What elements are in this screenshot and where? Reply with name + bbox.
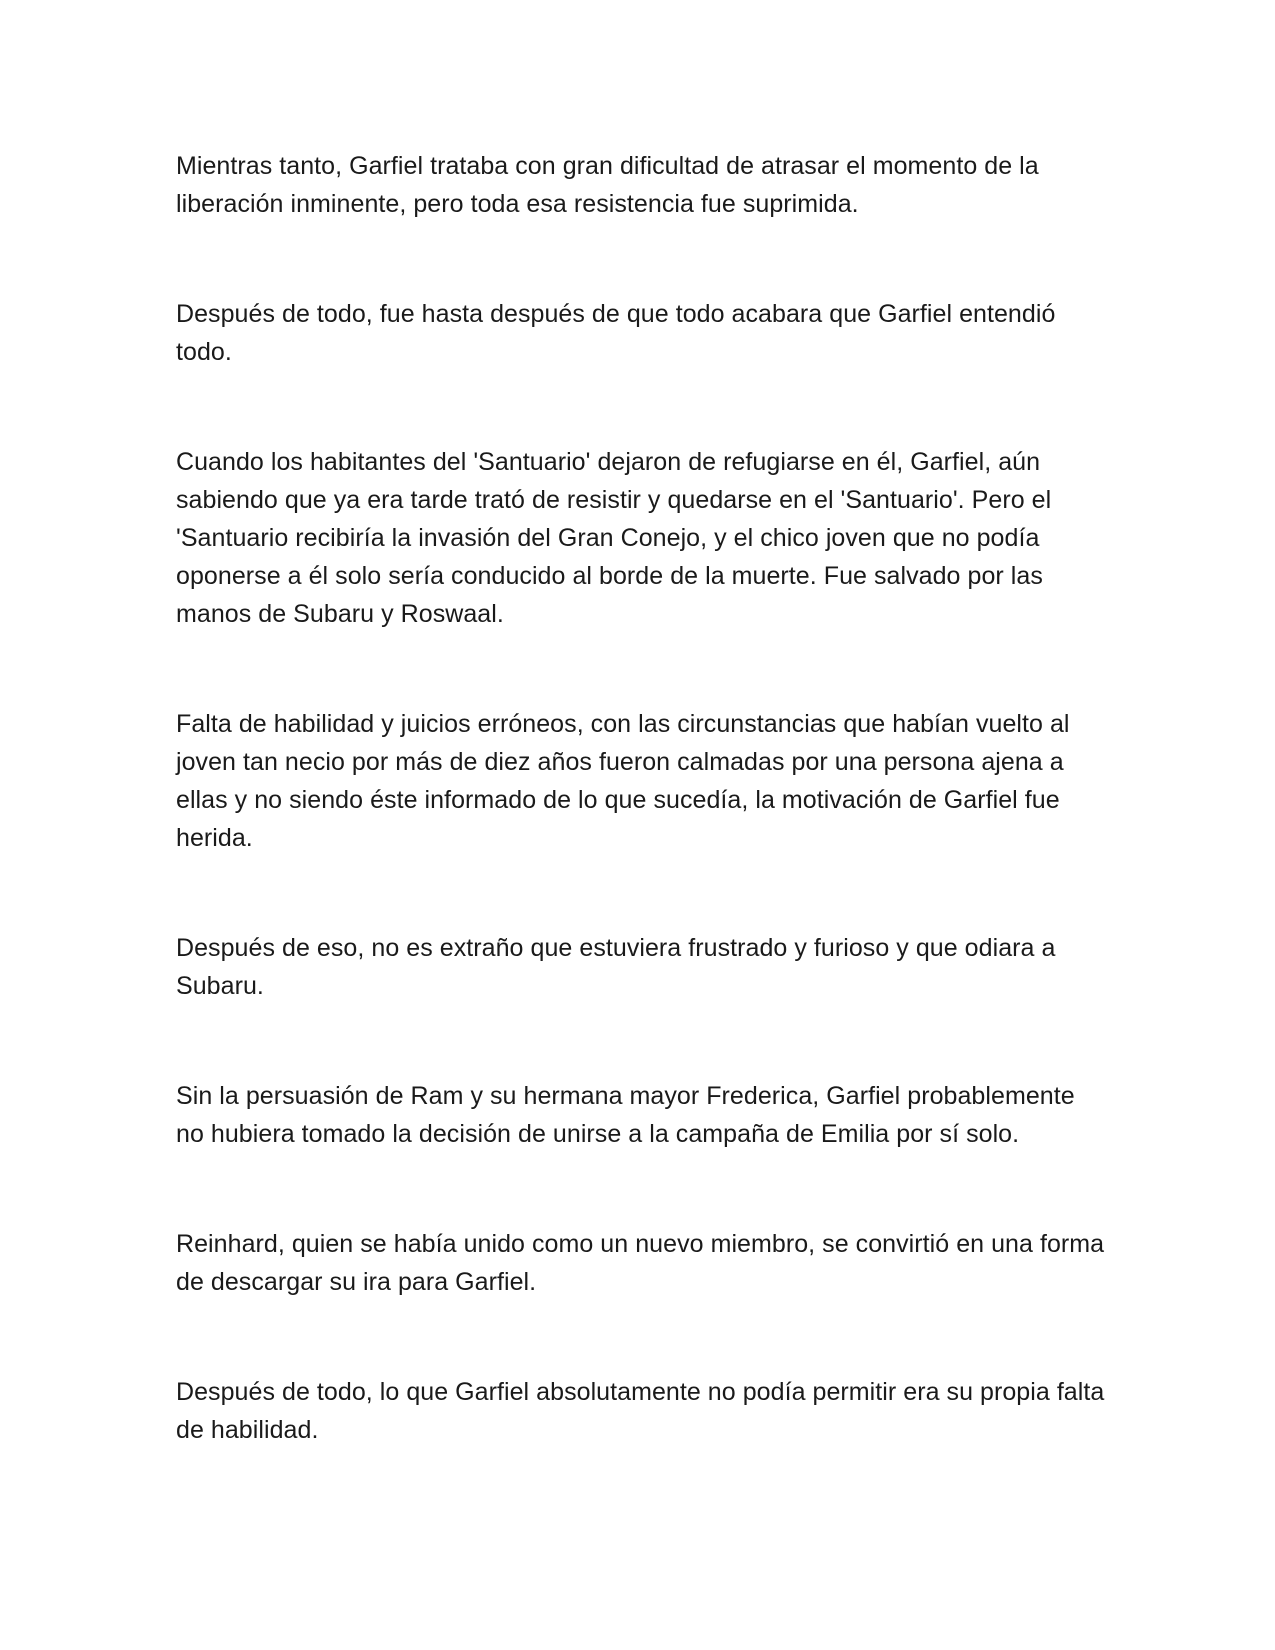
paragraph-6: Sin la persuasión de Ram y su hermana mayor Frederica, Garfiel probablemente no hubiera tomado la decisión de unirse a la campaña de Emilia por sí solo. — [176, 1082, 1075, 1148]
paragraph-5: Después de eso, no es extraño que estuviera frustrado y furioso y que odiara a Subaru. — [176, 934, 1056, 1000]
document-body — [176, 147, 1106, 1449]
paragraph-2: Después de todo, fue hasta después de que todo acabara que Garfiel entendió todo. — [176, 300, 1056, 366]
paragraph-7: Reinhard, quien se había unido como un nuevo miembro, se convirtió en una forma de descargar su ira para Garfiel. — [176, 1230, 1105, 1296]
paragraph-3: Cuando los habitantes del 'Santuario' dejaron de refugiarse en él, Garfiel, aún sabiendo que ya era tarde trató de resistir y quedarse en el 'Santuario'. Pero el 'Santuario recibiría la invasión del Gran Conejo, y el chico joven que no podía oponerse a él solo sería conducido al borde de la muerte. Fue salvado por las manos de Subaru y Roswaal. — [176, 448, 1052, 628]
paragraph-1: Mientras tanto, Garfiel trataba con gran dificultad de atrasar el momento de la liberación inminente, pero toda esa resistencia fue suprimida. — [176, 152, 1039, 218]
paragraph-8: Después de todo, lo que Garfiel absolutamente no podía permitir era su propia falta de habilidad. — [176, 1378, 1105, 1444]
paragraph-4: Falta de habilidad y juicios erróneos, con las circunstancias que habían vuelto al joven tan necio por más de diez años fueron calmadas por una persona ajena a ellas y no siendo éste informado de lo que sucedía, la motivación de Garfiel fue herida. — [176, 710, 1070, 852]
